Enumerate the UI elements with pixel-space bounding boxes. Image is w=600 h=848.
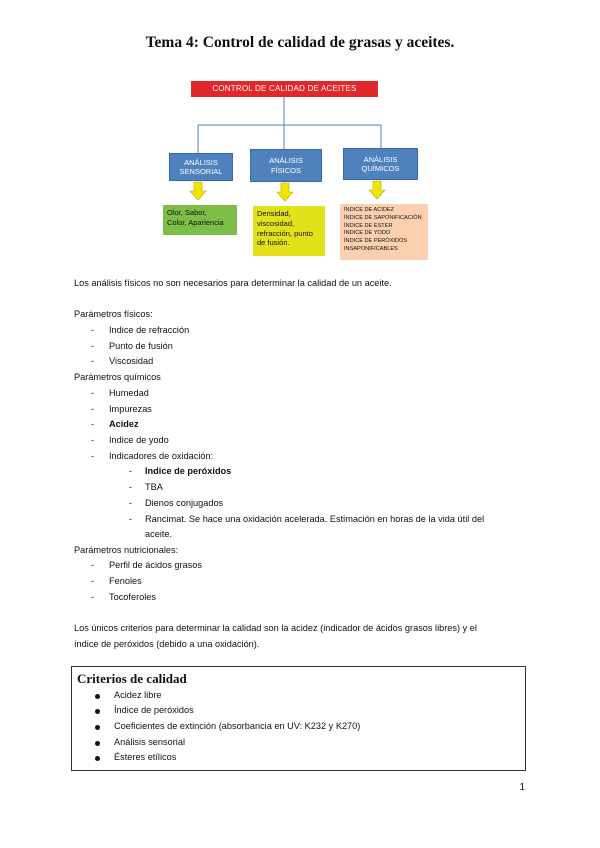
criteria-box [71,666,526,771]
list-item: Tocoferoles [109,592,156,602]
list-item: TBA [145,482,163,492]
quality-control-diagram [0,0,600,270]
chemical-heading: Parámetros químicos [74,372,161,382]
list-item: Indice de refracción [109,325,190,335]
list-dash: - [91,576,95,586]
list-item: Viscosidad [109,356,154,366]
criteria-item: Coeficientes de extinción (absorbancia en UV: K232 y K270) [114,721,361,731]
diagram-root-box: CONTROL DE CALIDAD DE ACEITES [191,81,378,97]
list-item: Humedad [109,388,149,398]
list-dash: - [91,325,95,335]
list-dash: - [91,419,95,429]
criteria-item: Acidez libre [114,690,162,700]
intro-paragraph: Los análisis físicos no son necesarios para determinar la calidad de un aceite. [74,278,392,288]
list-dash: - [91,560,95,570]
list-item: Impurezas [109,404,152,414]
list-item: Acidez [109,419,139,429]
arrow-down-icon [277,183,293,201]
chemical-analysis-box: ANÁLISIS QUÍMICOS [343,148,418,180]
page-number: 1 [519,782,525,793]
list-item: Punto de fusión [109,341,173,351]
list-item: Fenoles [109,576,142,586]
bullet-icon [95,725,100,730]
arrow-down-icon [369,181,385,199]
list-item: Indice de peróxidos [145,466,232,476]
list-item: Perfil de ácidos grasos [109,560,202,570]
list-dash: - [91,388,95,398]
page-title: Tema 4: Control de calidad de grasas y aceites. [145,34,455,51]
arrow-down-icon [190,182,206,200]
criteria-item: Análisis sensorial [114,737,185,747]
list-dash: - [129,498,133,508]
list-item: Indice de yodo [109,435,169,445]
list-item: Dienos conjugados [145,498,224,508]
chemical-results-box: ÍNDICE DE ACIDEZ ÍNDICE DE SAPONIFICACIÓN ÍNDICE DE ÉSTER ÍNDICE DE YODO ÍNDICE DE PERÓXIDOS INSAPONIFICABLES [340,204,428,260]
nutritional-heading: Parámetros nutricionales: [74,545,179,555]
bullet-icon [95,756,100,761]
summary-line-2: índice de peróxidos (debido a una oxidación). [74,639,260,649]
list-dash: - [129,482,133,492]
criteria-title: Criterios de calidad [77,671,187,686]
criteria-item: Ésteres etílicos [114,752,177,762]
list-item-continuation: aceite. [145,529,173,539]
list-dash: - [129,514,133,524]
list-dash: - [91,341,95,351]
list-dash: - [91,404,95,414]
physical-heading: Parámetros físicos: [74,309,153,319]
list-dash: - [91,451,95,461]
list-dash: - [91,356,95,366]
physical-results-box: Densidad, viscosidad, refracción, punto de fusión. [253,206,325,256]
sensorial-results-box: Olor, Sabor, Color, Apariencia [163,205,237,235]
criteria-item: Índice de peróxidos [114,705,194,715]
list-dash: - [129,466,133,476]
list-dash: - [91,435,95,445]
bullet-icon [95,709,100,714]
summary-line-1: Los únicos criterios para determinar la calidad son la acidez (indicador de ácidos grasos libres) y el [74,623,477,633]
physical-analysis-box: ANÁLISIS FÍSICOS [250,149,322,182]
sensorial-analysis-box: ANÁLISIS SENSORIAL [169,153,233,181]
list-dash: - [91,592,95,602]
bullet-icon [95,741,100,746]
list-item: Rancimat. Se hace una oxidación acelerada. Estimación en horas de la vida útil del [145,514,485,524]
bullet-icon [95,694,100,699]
list-item: Indicadores de oxidación: [109,451,214,461]
